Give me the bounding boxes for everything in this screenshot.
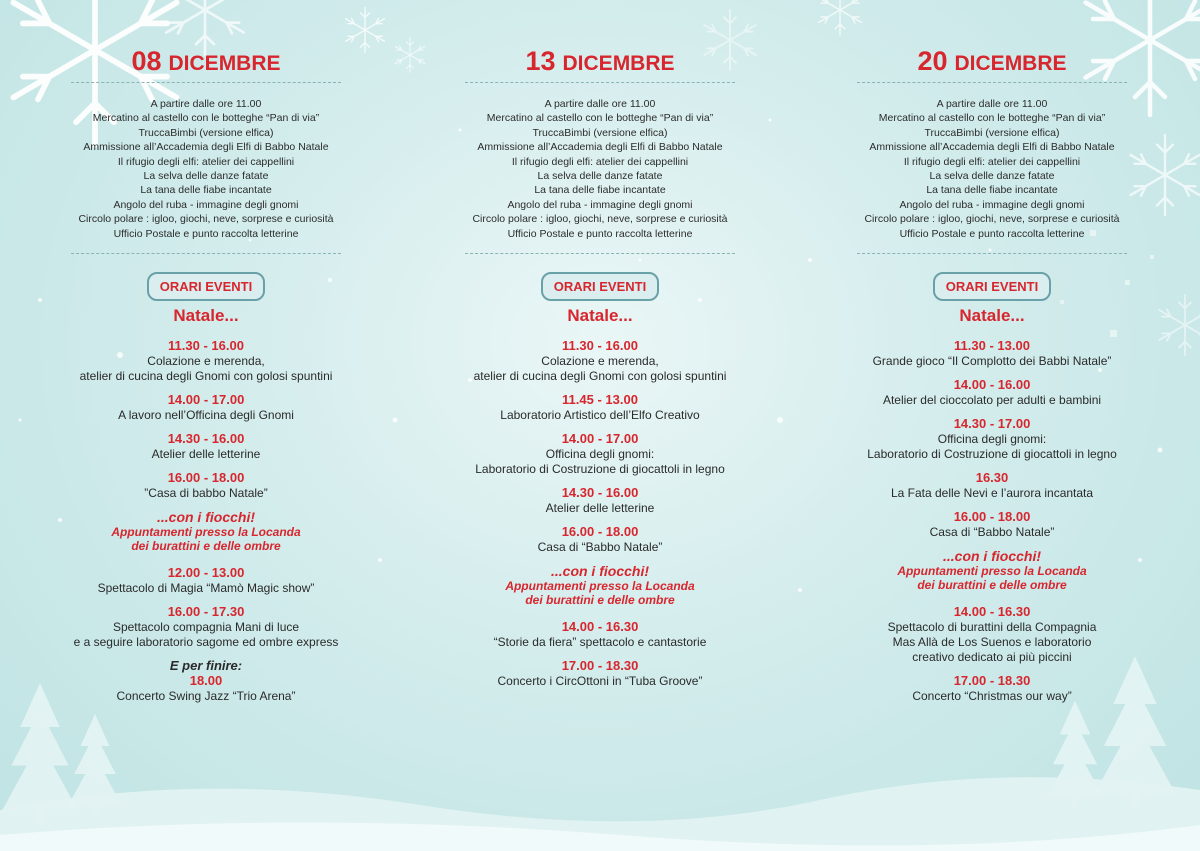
- intro-line: Ufficio Postale e punto raccolta letterine: [113, 227, 299, 240]
- event-item: [822, 470, 1162, 501]
- intro-line: Ufficio Postale e punto raccolta letterine: [507, 227, 693, 240]
- special-line: Appuntamenti presso la Locanda: [505, 579, 695, 594]
- event-time: 12.00 - 13.00: [167, 565, 245, 581]
- event-item: [36, 392, 376, 423]
- event-item: [430, 524, 770, 555]
- intro-line: La selva delle danze fatate: [143, 170, 269, 183]
- event-time: 16.00 - 18.00: [953, 509, 1031, 525]
- intro-line: A partire dalle ore 11.00: [936, 98, 1048, 110]
- dashed-divider: [71, 82, 341, 83]
- intro-line: TruccaBimbi (versione elfica): [924, 126, 1060, 139]
- event-item: [430, 431, 770, 477]
- snowflake-icon: [1159, 295, 1200, 355]
- event-desc: Officina degli gnomi:: [937, 432, 1047, 447]
- special-title: ...con i fiocchi!: [156, 509, 255, 526]
- intro-line: Circolo polare : igloo, giochi, neve, sorprese e curiosità: [78, 213, 334, 226]
- special-block: [430, 563, 770, 607]
- event-desc: A lavoro nell’Officina degli Gnomi: [118, 408, 294, 423]
- event-time: 11.30 - 16.00: [562, 338, 638, 354]
- event-time: 17.00 - 18.30: [561, 658, 639, 674]
- special-block: [36, 509, 376, 553]
- intro-line: Ammissione all’Accademia degli Elfi di Babbo Natale: [477, 141, 723, 154]
- event-desc: atelier di cucina degli Gnomi con golosi spuntini: [473, 369, 727, 384]
- event-time: 14.30 - 16.00: [561, 485, 639, 501]
- event-time: 17.00 - 18.30: [953, 673, 1031, 689]
- event-item: [36, 604, 376, 650]
- intro-line: TruccaBimbi (versione elfica): [138, 126, 274, 139]
- events-list: [822, 338, 1162, 712]
- event-desc: Spettacolo di Magia “Mamò Magic show”: [97, 581, 315, 596]
- intro-line: Mercatino al castello con le botteghe “Pan di via”: [878, 112, 1106, 125]
- event-desc: Casa di “Babbo Natale”: [537, 540, 663, 555]
- intro-line: Ammissione all’Accademia degli Elfi di Babbo Natale: [83, 141, 329, 154]
- event-item: [36, 565, 376, 596]
- event-desc: atelier di cucina degli Gnomi con golosi spuntini: [79, 369, 333, 384]
- event-desc: Grande gioco “Il Complotto dei Babbi Natale”: [872, 354, 1112, 369]
- event-desc: Atelier del cioccolato per adulti e bambini: [882, 393, 1102, 408]
- event-item: [822, 673, 1162, 704]
- event-item: [822, 377, 1162, 408]
- intro-line: A partire dalle ore 11.00: [150, 98, 262, 110]
- special-line: Appuntamenti presso la Locanda: [897, 564, 1087, 579]
- special-title: ...con i fiocchi!: [942, 548, 1041, 565]
- event-item: [430, 658, 770, 689]
- snowflake-icon: [395, 38, 425, 73]
- intro-line: Ammissione all’Accademia degli Elfi di Babbo Natale: [869, 141, 1115, 154]
- special-title: ...con i fiocchi!: [550, 563, 649, 580]
- intro-line: Il rifugio degli elfi: atelier dei cappellini: [903, 155, 1081, 168]
- event-item: [430, 392, 770, 423]
- orari-eventi-badge: ORARI EVENTI: [933, 272, 1051, 301]
- dashed-divider: [465, 253, 735, 254]
- intro-line: Il rifugio degli elfi: atelier dei cappellini: [511, 155, 689, 168]
- event-time: 16.30: [975, 470, 1009, 486]
- column-date: [917, 46, 1066, 82]
- event-time: 18.00: [189, 673, 223, 689]
- event-item: [822, 509, 1162, 540]
- intro-line: Angolo del ruba - immagine degli gnomi: [507, 198, 693, 211]
- event-item: [822, 416, 1162, 462]
- intro-line: Angolo del ruba - immagine degli gnomi: [113, 198, 299, 211]
- event-desc: Colazione e merenda,: [147, 354, 265, 369]
- event-time: 14.00 - 17.00: [167, 392, 245, 408]
- orari-eventi-badge: ORARI EVENTI: [147, 272, 265, 301]
- event-desc: creativo dedicato ai più piccini: [912, 650, 1072, 665]
- event-desc: Laboratorio Artistico dell’Elfo Creativo: [500, 408, 700, 423]
- date-month: DICEMBRE: [168, 52, 281, 75]
- event-item: [822, 604, 1162, 665]
- intro-line: Ufficio Postale e punto raccolta letterine: [899, 227, 1085, 240]
- event-desc: Casa di “Babbo Natale”: [929, 525, 1055, 540]
- intro-line: Mercatino al castello con le botteghe “Pan di via”: [486, 112, 714, 125]
- event-time: 11.30 - 16.00: [168, 338, 244, 354]
- event-item: [36, 338, 376, 384]
- dashed-divider: [857, 253, 1127, 254]
- dashed-divider: [71, 253, 341, 254]
- event-item: [430, 338, 770, 384]
- event-time: 16.00 - 18.00: [167, 470, 245, 486]
- column-date: [131, 46, 280, 82]
- event-time: 11.30 - 13.00: [954, 338, 1030, 354]
- date-month: DICEMBRE: [562, 52, 675, 75]
- natale-subtitle: Natale...: [959, 306, 1025, 326]
- intro-line: La tana delle fiabe incantate: [534, 184, 666, 197]
- intro-list: [472, 97, 727, 241]
- program-column: [430, 0, 770, 697]
- intro-line: Mercatino al castello con le botteghe “Pan di via”: [92, 112, 320, 125]
- event-desc: Mas Allà de Los Suenos e laboratorio: [892, 635, 1092, 650]
- dashed-divider: [465, 82, 735, 83]
- event-desc: Laboratorio di Costruzione di giocattoli in legno: [867, 447, 1117, 462]
- event-desc: Concerto Swing Jazz “Trio Arena”: [116, 689, 296, 704]
- event-item: [430, 485, 770, 516]
- event-desc: Colazione e merenda,: [541, 354, 659, 369]
- date-month: DICEMBRE: [954, 52, 1067, 75]
- special-line: dei burattini e delle ombre: [131, 539, 281, 554]
- event-time: 16.00 - 18.00: [561, 524, 639, 540]
- event-time: 14.00 - 16.30: [561, 619, 639, 635]
- event-desc: “Storie da fiera” spettacolo e cantastorie: [493, 635, 707, 650]
- intro-line: A partire dalle ore 11.00: [544, 98, 656, 110]
- finale-label: E per finire:: [169, 658, 243, 674]
- event-desc: Concerto “Christmas our way”: [912, 689, 1072, 704]
- event-desc: Atelier delle letterine: [545, 501, 655, 516]
- event-time: 14.30 - 16.00: [167, 431, 245, 447]
- intro-line: Il rifugio degli elfi: atelier dei cappellini: [117, 155, 295, 168]
- event-item: [822, 338, 1162, 369]
- intro-line: Angolo del ruba - immagine degli gnomi: [899, 198, 1085, 211]
- intro-list: [78, 97, 333, 241]
- event-desc: Spettacolo compagnia Mani di luce: [112, 620, 300, 635]
- event-time: 11.45 - 13.00: [562, 392, 638, 408]
- date-day: 13: [525, 46, 556, 76]
- event-desc: ”Casa di babbo Natale”: [144, 486, 268, 501]
- special-line: Appuntamenti presso la Locanda: [111, 525, 301, 540]
- event-desc: La Fata delle Nevi e l’aurora incantata: [890, 486, 1094, 501]
- event-desc: e a seguire laboratorio sagome ed ombre express: [73, 635, 339, 650]
- intro-line: Circolo polare : igloo, giochi, neve, sorprese e curiosità: [864, 213, 1120, 226]
- event-desc: Atelier delle letterine: [151, 447, 261, 462]
- orari-eventi-badge: ORARI EVENTI: [541, 272, 659, 301]
- intro-list: [864, 97, 1119, 241]
- event-item: [36, 470, 376, 501]
- event-item: [430, 619, 770, 650]
- event-desc: Laboratorio di Costruzione di giocattoli in legno: [475, 462, 725, 477]
- program-column: [822, 0, 1162, 712]
- intro-line: Circolo polare : igloo, giochi, neve, sorprese e curiosità: [472, 213, 728, 226]
- events-list: [430, 338, 770, 697]
- intro-line: La selva delle danze fatate: [537, 170, 663, 183]
- event-time: 14.00 - 16.30: [953, 604, 1031, 620]
- special-block: [822, 548, 1162, 592]
- event-time: 14.00 - 17.00: [561, 431, 639, 447]
- date-day: 08: [131, 46, 162, 76]
- program-column: [36, 0, 376, 712]
- date-day: 20: [917, 46, 948, 76]
- intro-line: La tana delle fiabe incantate: [926, 184, 1058, 197]
- natale-subtitle: Natale...: [173, 306, 239, 326]
- event-time: 14.30 - 17.00: [953, 416, 1031, 432]
- column-date: [525, 46, 674, 82]
- event-desc: Spettacolo di burattini della Compagnia: [887, 620, 1097, 635]
- events-list: [36, 338, 376, 712]
- event-time: 14.00 - 16.00: [953, 377, 1031, 393]
- intro-line: La selva delle danze fatate: [929, 170, 1055, 183]
- event-desc: Officina degli gnomi:: [545, 447, 655, 462]
- special-line: dei burattini e delle ombre: [525, 593, 675, 608]
- natale-subtitle: Natale...: [567, 306, 633, 326]
- event-time: 16.00 - 17.30: [167, 604, 245, 620]
- special-line: dei burattini e delle ombre: [917, 578, 1067, 593]
- intro-line: La tana delle fiabe incantate: [140, 184, 272, 197]
- dashed-divider: [857, 82, 1127, 83]
- intro-line: TruccaBimbi (versione elfica): [532, 126, 668, 139]
- event-item: [36, 431, 376, 462]
- event-desc: Concerto i CircOttoni in “Tuba Groove”: [497, 674, 703, 689]
- finale-item: [36, 658, 376, 704]
